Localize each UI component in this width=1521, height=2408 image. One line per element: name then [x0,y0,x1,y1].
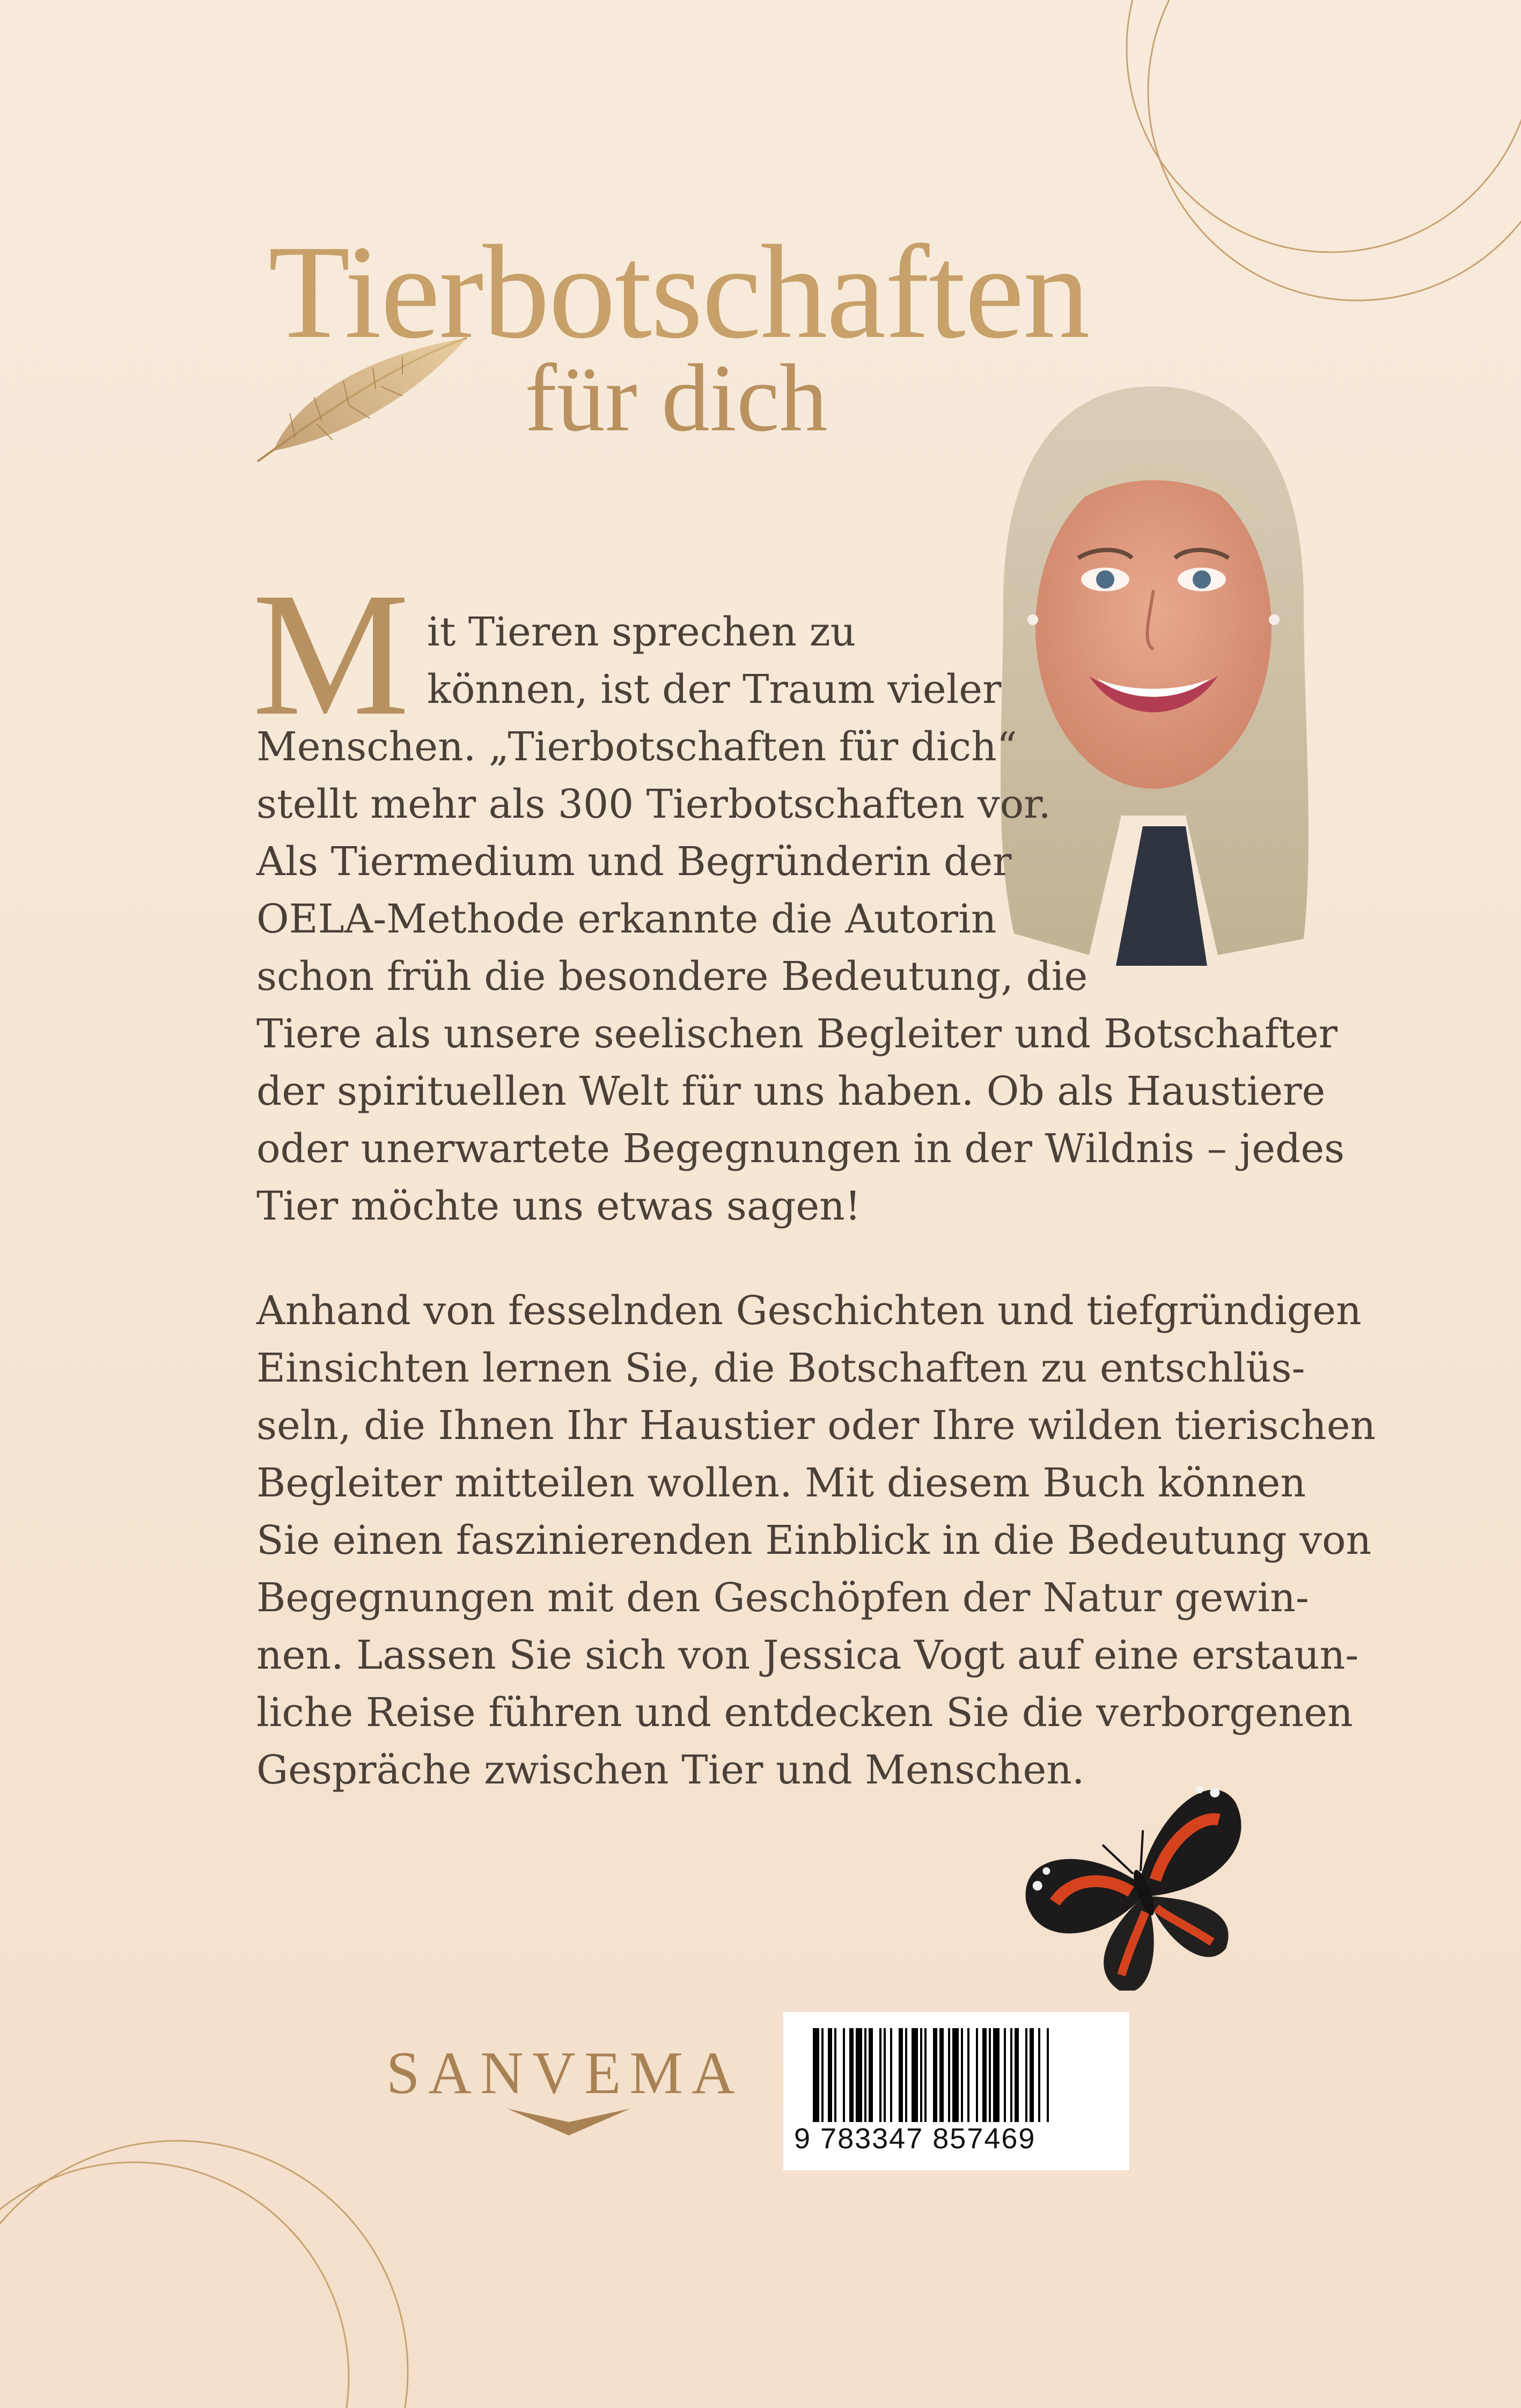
barcode-bar [869,2028,873,2122]
barcode-bars [813,2028,1103,2122]
barcode-bar [948,2028,950,2122]
book-title: Tierbotschaften [268,218,1089,366]
blurb-line: oder unerwartete Begegnungen in der Wildnis – jedes [256,1126,1345,1172]
blurb-line: können, ist der Traum vieler [427,666,1002,713]
barcode-bar [828,2028,832,2122]
drop-cap: M [252,556,410,752]
blurb-line: Als Tiermedium und Begründerin der [256,839,1012,885]
blurb-line: Menschen. „Tierbotschaften für dich“ [256,724,1017,770]
barcode-bar [879,2028,881,2122]
blurb-line: schon früh die besondere Bedeutung, die [256,953,1088,1000]
blurb-line: der spirituellen Welt für uns haben. Ob als Haustiere [256,1068,1326,1114]
barcode-bar [899,2028,903,2122]
isbn-barcode [783,2012,1129,2170]
book-subtitle: für dich [525,344,828,451]
barcode-bar [864,2028,866,2122]
barcode-bar [912,2028,918,2122]
blurb-line: Einsichten lernen Sie, die Botschaften zu entschlüs- [256,1345,1305,1391]
barcode-bar [933,2028,937,2122]
barcode-bar [967,2028,969,2122]
blurb-paragraph-1 [256,604,1344,1235]
barcode-bar [843,2028,845,2122]
blurb-line: liche Reise führen und entdecken Sie die verborgenen [256,1690,1353,1736]
barcode-bar [905,2028,907,2122]
barcode-bar [849,2028,854,2122]
barcode-bar [890,2028,892,2122]
blurb-line: nen. Lassen Sie sich von Jessica Vogt auf eine erstaun- [256,1632,1359,1678]
barcode-bar [1030,2028,1034,2122]
barcode-bar [813,2028,819,2122]
barcode-bar [1004,2028,1006,2122]
barcode-bar [924,2028,927,2122]
barcode-bar [982,2028,987,2122]
blurb-line: Begegnungen mit den Geschöpfen der Natur gewin- [256,1575,1309,1621]
barcode-bar [952,2028,959,2122]
barcode-bar [1015,2028,1019,2122]
blurb-line: it Tieren sprechen zu [427,609,856,655]
barcode-bar [834,2028,836,2122]
barcode-bar [961,2028,963,2122]
barcode-bar [884,2028,886,2122]
blurb-line: Sie einen faszinierenden Einblick in die Bedeutung von [256,1517,1372,1563]
barcode-bar [856,2028,862,2122]
blurb-line: seln, die Ihnen Ihr Haustier oder Ihre wilden tierischen [256,1403,1376,1449]
blurb-line: Begleiter mitteilen wollen. Mit diesem Buch können [256,1460,1306,1506]
barcode-bar [939,2028,944,2122]
butterfly-icon [1014,1765,1261,1991]
isbn-number: 9 783347 857469 [794,2123,1036,2155]
barcode-bar [821,2028,824,2122]
barcode-bar [989,2028,991,2122]
blurb-line: Gespräche zwischen Tier und Menschen. [256,1747,1085,1793]
blurb-line: stellt mehr als 300 Tierbotschaften vor. [256,781,1051,827]
blurb-line: OELA-Methode erkannte die Autorin [256,896,997,942]
barcode-bar [1038,2028,1040,2122]
blurb-line: Tiere als unsere seelischen Begleiter und Botschafter [256,1011,1338,1057]
barcode-bar [976,2028,978,2122]
barcode-bar [1047,2028,1049,2122]
feather-icon [252,333,477,472]
blurb-line: Tier möchte uns etwas sagen! [256,1183,861,1229]
barcode-bar [920,2028,922,2122]
blurb-line: Anhand von fesselnden Geschichten und tiefgründigen [256,1288,1362,1334]
barcode-bar [1010,2028,1012,2122]
chevron-down-icon [507,2106,630,2138]
publisher-logo: SANVEMA [386,2040,744,2106]
barcode-bar [1025,2028,1027,2122]
blurb-paragraph-2 [256,1282,1376,1799]
barcode-bar [993,2028,1000,2122]
